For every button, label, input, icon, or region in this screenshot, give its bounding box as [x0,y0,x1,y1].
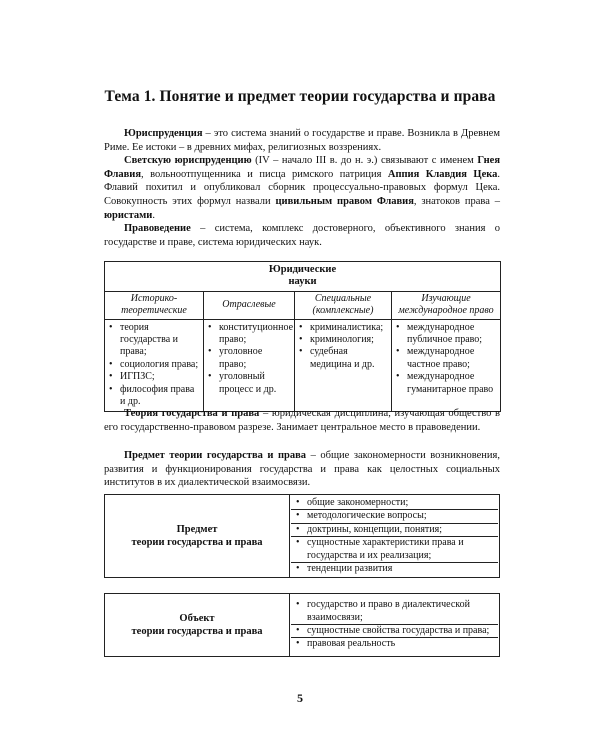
box-label-line: теории государства и права [131,537,263,549]
table-cell [392,319,501,412]
box-label [105,594,290,657]
paragraph-text: (IV – начало III в. до н. э.) связывают с именем [251,155,478,166]
paragraph-legal-studies [104,222,500,249]
list-item: • правовая реальность [291,638,498,650]
box-label-line: Предмет [176,524,218,536]
list-item: • судебная медицина и др. [308,346,388,371]
list-item: • криминология; [308,334,388,346]
object-box [104,593,500,657]
definition-text: – общие закономерности возникновения, развития и функционирования государства и права как целостных социальных институтов в их диалектической взаимосвязи. [104,450,500,489]
page-title: Тема 1. Понятие и предмет теории государства и права [104,88,496,105]
paragraph-text: . [152,209,155,221]
list-item: • международное публичное право; [405,322,497,347]
subject-box [104,494,500,578]
term-civil-law-flavius: цивильным правом Флавия [275,196,414,208]
list-item: • криминалистика; [308,322,388,334]
term-secular-jurisprudence: Светскую юриспруденцию [124,155,252,166]
list-item: • уголовное право; [217,346,291,371]
table-header [105,262,501,292]
list-item: • международное частное право; [405,346,497,371]
paragraph-theory [104,407,500,434]
list-item: • общие закономерности; [291,497,498,510]
page-number: 5 [297,691,303,705]
definition-text: – юридическая дисциплина, изучающая общество в его государственно-правовом разрезе. Занимает центральное место в правоведении. [104,408,500,433]
term-subject: Предмет теории государства и права [124,450,307,461]
box-label-line: теории государства и права [131,626,263,637]
term-jurists: юристами [104,209,153,221]
box-label [105,495,290,578]
list-item: • уголовный процесс и др. [217,371,291,396]
term-appius-claudius: Аппия Клавдия Цека [387,168,498,180]
table-cell [204,319,295,412]
column-header: Специальные (комплексные) [295,291,392,319]
paragraph-jurisprudence [104,127,500,154]
term-theory: Теория государства и права [124,408,260,419]
paragraph-text: . Флавий похитил и опубликовал сборник процессуально-правовых формул Цека. Совокупность этих формул назвали [104,168,500,208]
definition-text: – это система знаний о государстве и праве. Возникла в Древнем Риме. Ее истоки – в древних мифах, религиозных воззрениях. [104,128,500,153]
table-header-line: Юридические [268,264,337,275]
list-item: • ИГПЗС; [118,371,200,383]
list-item: • доктрины, концепции, понятия; [291,524,498,537]
column-header: Историко-теоретические [105,291,204,319]
definition-text: – система, комплекс достоверного, объективного знания о государстве и праве, система юридических наук. [104,223,500,248]
paragraph-secular-jurisprudence [104,154,500,223]
box-label-line: Объект [179,613,215,624]
list-item: • социология права; [118,359,200,371]
list-item: • международное гуманитарное право [405,371,497,396]
list-item: • сущностные характеристики права и государства и их реализация; [291,537,498,563]
box-list-cell [290,594,500,657]
term-legal-studies: Правоведение [124,223,191,234]
term-jurisprudence: Юриспруденция [124,128,203,139]
paragraph-subject [104,449,500,490]
table-cell [295,319,392,412]
list-item: • конституционное право; [217,322,291,347]
list-item: • сущностные свойства государства и права; [291,625,498,638]
list-item: • тенденции развития [291,563,498,575]
column-header: Отраслевые [204,291,295,319]
term-gnaeus-flavius: Гнея Флавия [104,155,500,180]
box-list-cell [290,495,500,578]
list-item: • теория государства и права; [118,322,200,359]
legal-sciences-table [104,261,501,412]
table-header-line: науки [288,276,317,288]
table-cell [105,319,204,412]
paragraph-text: , знатоков права – [413,196,500,208]
paragraph-text: , вольноотпущенника и писца римского патриция [141,168,388,180]
column-header: Изучающие международное право [392,291,501,319]
list-item: • методологические вопросы; [291,510,498,523]
list-item: • государство и право в диалектической взаимосвязи; [291,599,498,625]
list-item: • философия права и др. [118,384,200,409]
